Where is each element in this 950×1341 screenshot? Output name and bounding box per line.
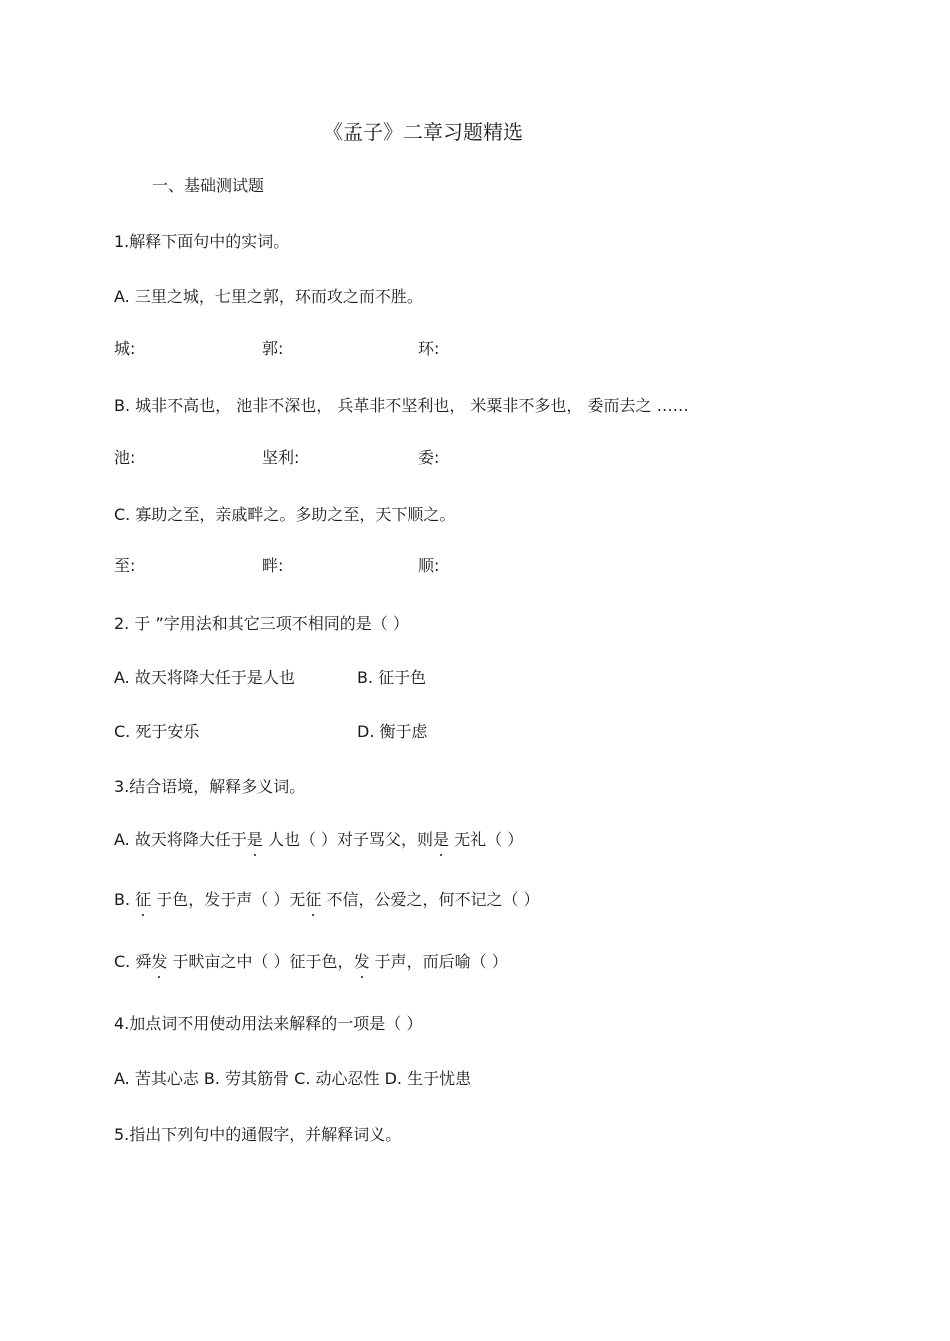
question-5-stem: 5.指出下列句中的通假字，并解释词义。 <box>114 1125 402 1144</box>
text-segment: 不信，公爱之，何不记之（ ） <box>321 890 540 909</box>
answer-label: 郭: <box>262 339 284 358</box>
emphasized-character: 发 <box>353 952 370 971</box>
emphasized-character: 是 <box>246 830 263 849</box>
emphasized-character: 发 <box>151 952 168 971</box>
text-segment: C. 舜 <box>114 952 152 971</box>
text-segment: 无礼（ ） <box>449 830 524 849</box>
question-3-item-b <box>114 890 540 910</box>
question-1-stem: 1.解释下面句中的实词。 <box>114 232 290 251</box>
question-2-stem: 2. 于 ”字用法和其它三项不相同的是（ ） <box>114 614 409 633</box>
text-segment: 于声，而后喻（ ） <box>369 952 508 971</box>
answer-label: 畔: <box>262 556 284 575</box>
question-2-option-d: D. 衡于虑 <box>357 722 428 741</box>
answer-label: 至: <box>114 556 136 575</box>
question-3-item-a <box>114 830 523 850</box>
answer-label: 顺: <box>418 556 440 575</box>
text-segment: 于畎亩之中（ ）征于色， <box>167 952 354 971</box>
emphasized-character: 征 <box>305 890 322 909</box>
text-segment: B. <box>114 890 136 909</box>
question-3-item-c <box>114 952 508 972</box>
answer-label: 池: <box>114 448 136 467</box>
document-title: 《孟子》二章习题精选 <box>323 120 523 144</box>
text-segment: A. 故天将降大任于 <box>114 830 247 849</box>
question-3-stem: 3.结合语境，解释多义词。 <box>114 777 306 796</box>
text-segment: 人也（ ）对子骂父，则 <box>262 830 434 849</box>
question-2-option-a: A. 故天将降大任于是人也 <box>114 668 295 687</box>
question-4-stem: 4.加点词不用使动用法来解释的一项是（ ） <box>114 1014 423 1033</box>
text-segment: 于色，发于声（ ）无 <box>151 890 306 909</box>
question-1-item-b: B. 城非不高也， 池非不深也， 兵革非不坚利也， 米粟非不多也， 委而去之 …… <box>114 396 689 415</box>
emphasized-character: 是 <box>433 830 450 849</box>
answer-label: 城: <box>114 339 136 358</box>
answer-label: 坚利: <box>262 448 300 467</box>
question-4-options: A. 苦其心志 B. 劳其筋骨 C. 动心忍性 D. 生于忧患 <box>114 1069 472 1088</box>
emphasized-character: 征 <box>135 890 152 909</box>
question-2-option-c: C. 死于安乐 <box>114 722 200 741</box>
section-heading: 一、基础测试题 <box>152 176 265 195</box>
answer-label: 环: <box>418 339 440 358</box>
question-2-option-b: B. 征于色 <box>357 668 427 687</box>
question-1-item-a: A. 三里之城，七里之郭，环而攻之而不胜。 <box>114 287 423 306</box>
question-1-item-c: C. 寡助之至，亲戚畔之。多助之至，天下顺之。 <box>114 505 456 524</box>
answer-label: 委: <box>418 448 440 467</box>
